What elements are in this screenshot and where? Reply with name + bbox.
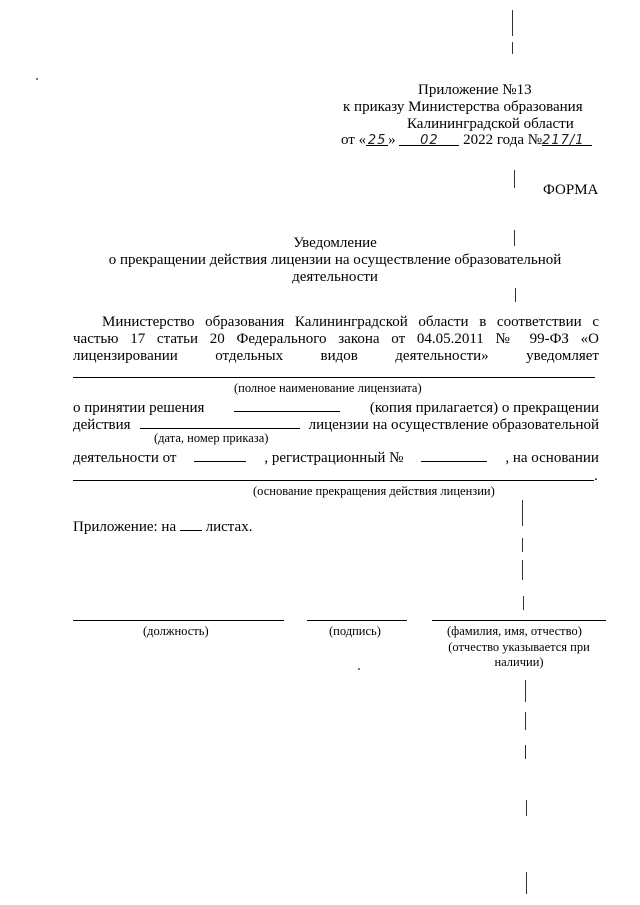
appendix-date-line xyxy=(341,131,592,149)
word-types: видов xyxy=(320,348,358,364)
word-notifies: уведомляет xyxy=(526,348,599,364)
scan-artifact xyxy=(522,500,523,526)
appendix-order-ref: к приказу Министерства образования xyxy=(343,99,583,115)
caption-licensee: (полное наименование лицензиата) xyxy=(234,381,422,395)
scan-artifact xyxy=(525,745,526,759)
date-month-field xyxy=(399,131,459,146)
caption-patronymic-note-cont: наличии) xyxy=(494,655,544,669)
scan-artifact xyxy=(525,680,526,702)
action-license-text: лицензии на осуществление образовательной xyxy=(308,417,599,433)
scan-speck xyxy=(358,668,360,670)
basis-text: , на основании xyxy=(505,450,599,466)
date-year-text: 2022 года № xyxy=(463,132,543,148)
scan-artifact xyxy=(512,10,513,36)
attachment-line xyxy=(73,516,252,536)
decision-field xyxy=(234,397,340,412)
order-number-field xyxy=(542,131,592,146)
scan-artifact xyxy=(512,42,513,54)
activity-line xyxy=(73,447,599,467)
date-day-value: 25 xyxy=(367,133,387,148)
order-date-number-field xyxy=(140,414,300,429)
attachment-pages-field xyxy=(180,516,202,531)
full-name-field xyxy=(432,620,606,621)
scan-speck xyxy=(36,78,38,80)
scan-artifact xyxy=(526,872,527,894)
activity-from-text: деятельности от xyxy=(73,450,177,466)
date-prefix: от « xyxy=(341,132,367,148)
scan-artifact xyxy=(526,800,527,816)
date-mid: » xyxy=(388,132,396,148)
notice-title: Уведомление xyxy=(293,235,377,251)
word-activity: деятельности» xyxy=(395,348,489,364)
notice-subtitle-cont: деятельности xyxy=(292,269,378,285)
date-month-value: 02 xyxy=(420,133,439,148)
date-day-field xyxy=(366,131,388,146)
scan-artifact xyxy=(515,288,516,302)
attachment-sheets-text: листах. xyxy=(205,519,253,535)
appendix-number: Приложение №13 xyxy=(418,82,532,98)
word-separate: отдельных xyxy=(215,348,284,364)
notice-subtitle: о прекращении действия лицензии на осуществление образовательной xyxy=(108,252,562,268)
caption-patronymic-note: (отчество указывается при xyxy=(448,640,590,654)
appendix-region: Калининградской области xyxy=(407,116,574,132)
registration-text: , регистрационный № xyxy=(264,450,404,466)
body-line-1: Министерство образования Калининградской области в соответствии с xyxy=(102,314,599,330)
scan-artifact xyxy=(523,596,524,610)
activity-date-field xyxy=(194,447,246,462)
word-licensing: лицензировании xyxy=(73,348,178,364)
caption-position: (должность) xyxy=(143,624,209,638)
signature-field xyxy=(307,620,407,621)
scan-artifact xyxy=(522,560,523,580)
scan-artifact xyxy=(525,712,526,730)
position-signature-field xyxy=(73,620,284,621)
scan-artifact xyxy=(522,538,523,552)
basis-line-end: . xyxy=(594,468,598,484)
caption-order: (дата, номер приказа) xyxy=(154,431,269,445)
decision-text: о принятии решения xyxy=(73,400,205,416)
attachment-text: Приложение: на xyxy=(73,519,177,535)
body-line-3 xyxy=(73,347,599,365)
body-line-2: частью 17 статьи 20 Федерального закона от 04.05.2011 № 99-ФЗ «О xyxy=(73,331,599,347)
order-number-value: 217/1 xyxy=(542,133,585,148)
scan-artifact xyxy=(514,170,515,188)
decision-copy-text: (копия прилагается) о прекращении xyxy=(369,400,599,416)
basis-field xyxy=(73,480,594,481)
action-line xyxy=(73,414,599,434)
form-label: ФОРМА xyxy=(543,182,599,198)
action-text: действия xyxy=(73,417,131,433)
caption-signature: (подпись) xyxy=(329,624,381,638)
caption-basis: (основание прекращения действия лицензии) xyxy=(253,484,495,498)
licensee-name-field xyxy=(73,377,595,378)
caption-full-name: (фамилия, имя, отчество) xyxy=(447,624,582,638)
registration-number-field xyxy=(421,447,487,462)
